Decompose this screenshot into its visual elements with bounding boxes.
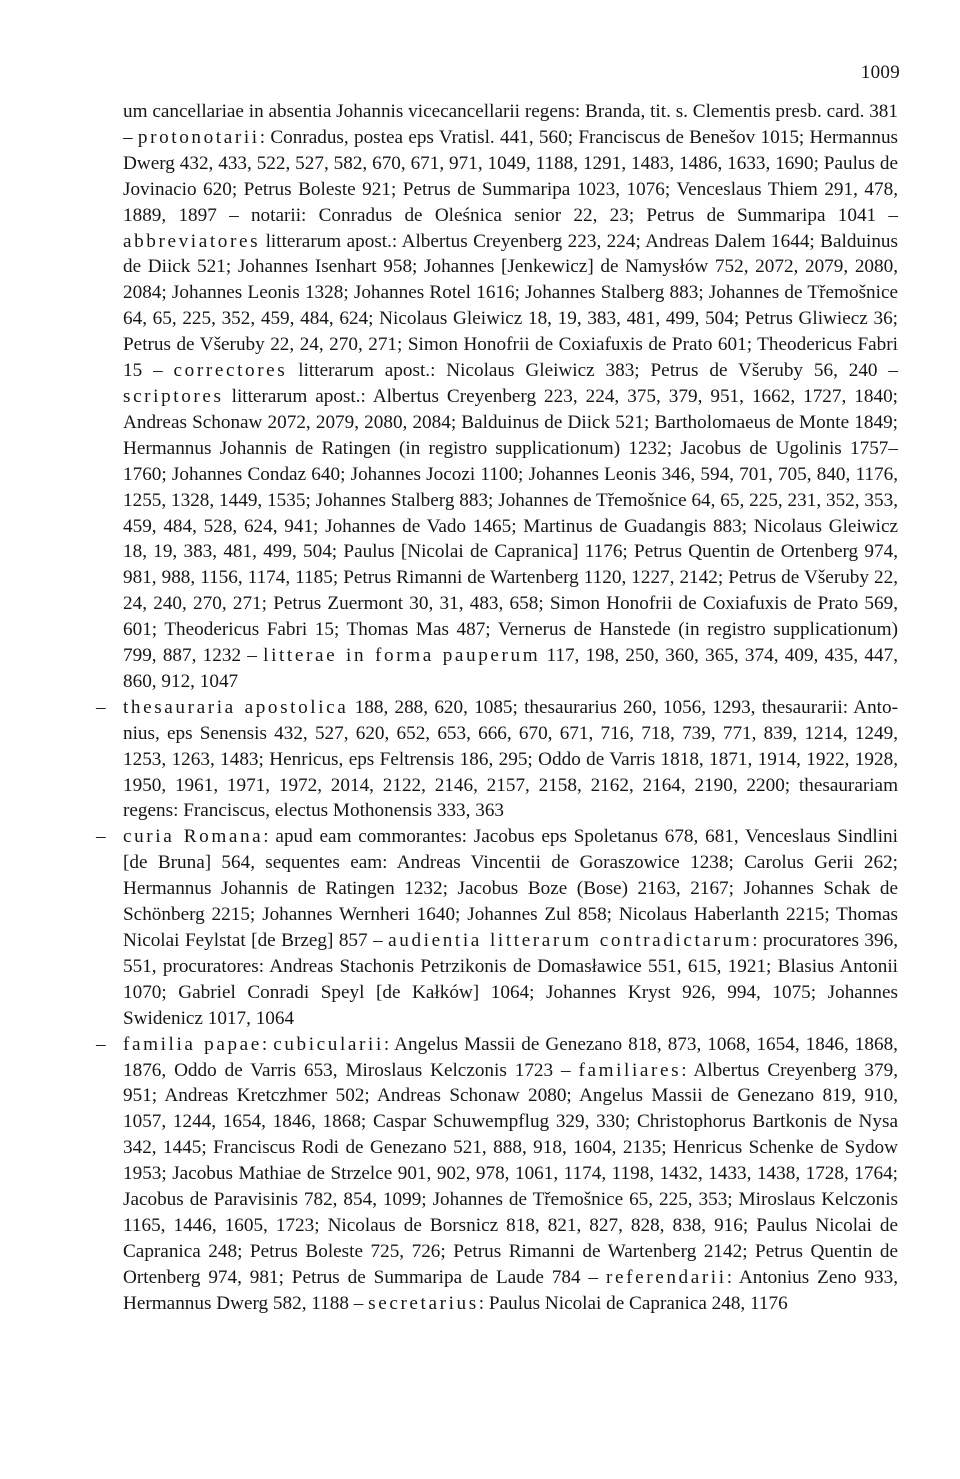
index-text: : apud eam commorantes: Jacobus eps Spoletanus 678, 681, Venceslaus Sindlini [de Bruna] 564, sequentes eam: Andreas Vincentii de Goraszowice 1238; Carolus Gerii 262; Hermannus Johannis de Ratingen 1232; Jacobus Boze (Bose) 2163, 2167; Johannes Schak de Schönberg 2215; Johannes Wernheri 1640; Johannes Zul 858; Nicolaus Haberlanth 2215; Thomas Nicolai Feylstat [de Brzeg] 857 – <box>123 826 898 951</box>
index-text: litterarum apost.: Albertus Creyenberg 223, 224; Andreas Dalem 1644; Balduinus de Diick 521; Johannes Isenhart 958; Johannes [Jenkewicz] de Namysłów 752, 2072, 2079, 2080, 2084; Johannes Leonis 1328; Johannes Rotel 1616; Johannes Stalberg 883; Johannes de Třemošnice 64, 65, 225, 352, 459, 484, 624; Nicolaus Gleiwicz 18, 19, 383, 481, 499, 504; Petrus Gliwiecz 36; Petrus de Všeruby 22, 24, 270, 271; Simon Honofrii de Coxiafuxis de Prato 601; Theodericus Fabri 15 – <box>123 230 898 382</box>
index-heading-term: cubicularii <box>273 1033 384 1055</box>
index-heading-term: curia Romana <box>123 826 264 848</box>
index-heading-term: familia papae <box>123 1033 262 1055</box>
index-heading-term: audientia litterarum contradictarum <box>388 930 753 951</box>
index-heading-term: secretarius <box>368 1292 479 1314</box>
index-text: : <box>261 1033 274 1055</box>
index-heading-term: correctores <box>173 360 288 382</box>
index-text: um cancellariae in absentia Johannis vicecancellarii regens: Branda, tit. s. Clementis presb. card. 381 – <box>123 101 898 148</box>
index-heading-term: referendarii <box>606 1266 727 1288</box>
index-subentry-curia-romana <box>123 824 898 1031</box>
index-text: : Paulus Nicolai de Capranica 248, 1176 <box>478 1292 788 1314</box>
index-heading-term: familiares <box>578 1059 682 1081</box>
index-heading-term: scriptores <box>123 385 224 407</box>
index-text: : Conradus, postea eps Vratisl. 441, 560; Franciscus de Benešov 1015; Hermannus Dwerg 432, 433, 522, 527, 582, 670, 671, 971, 1049, 1188, 1291, 1483, 1486, 1633, 1690; Paulus de Jovinacio 620; Petrus Boleste 921; Petrus de Summaripa 1023, 1076; Venceslaus Thiem 291, 478, 1889, 1897 – notarii: Conradus de Oleśnica senior 22, 23; Petrus de Summaripa 1041 – <box>123 126 898 226</box>
index-heading-term: thesauraria apostolica <box>123 696 349 718</box>
index-text: litterarum apost.: Nicolaus Gleiwicz 383; Petrus de Všeruby 56, 240 – <box>287 360 898 382</box>
index-body <box>123 99 898 1317</box>
index-text: litterarum apost.: Albertus Creyenberg 223, 224, 375, 379, 951, 1662, 1727, 1840; Andreas Schonaw 2072, 2079, 2080, 2084; Balduinus de Diick 521; Bartholomaeus de Monte 1849; Hermannus Johannis de Ratingen (in registro supplicationum) 1232; Jacobus de Ugolinis 1757–1760; Johannes Condaz 640; Johannes Jocozi 1100; Johannes Leonis 346, 594, 701, 705, 840, 1176, 1255, 1328, 1449, 1535; Johannes Stalberg 883; Johannes de Třemošnice 64, 65, 225, 231, 352, 353, 459, 484, 528, 624, 941; Johannes de Vado 1465; Martinus de Guadangis 883; Nicolaus Gleiwicz 18, 19, 383, 481, 499, 504; Paulus [Nicolai de Capranica] 1176; Petrus Quentin de Ortenberg 974, 981, 988, 1156, 1174, 1185; Petrus Rimanni de Wartenberg 1120, 1227, 2142; Petrus de Všeruby 22, 24, 240, 270, 271; Petrus Zuermont 30, 31, 483, 658; Simon Honofrii de Coxiafuxis de Prato 569, 601; Theodericus Fabri 15; Thomas Mas 487; Vernerus de Hanstede (in registro supplicationum) 799, 887, 1232 – <box>123 385 898 667</box>
index-heading-term: protonotarii <box>137 126 260 148</box>
index-text: : procuratores 396, 551, procuratores: Andreas Stachonis Petrzikonis de Domasławice 551, 615, 1921; Blasius Antonii 1070; Gabriel Conradi Speyl [de Kałków] 1064; Johannes Kryst 926, 994, 1075; Johannes Swidenicz 1017, 1064 <box>123 930 898 1029</box>
index-heading-term: abbreviatores <box>123 230 261 252</box>
index-text: 117, 198, 250, 360, 365, 374, 409, 435, 447, 860, 912, 1047 <box>123 645 899 692</box>
index-text: : Angelus Massii de Genezano 818, 873, 1068, 1654, 1846, 1868, 1876, Oddo de Varris 653, Miroslaus Kelczonis 1723 – <box>123 1033 898 1081</box>
index-text: : Albertus Creyenberg 379, 951; Andreas Kretczhmer 502; Andreas Schonaw 2080; Angelus Massii de Genezano 819, 910, 1057, 1244, 1654, 1846, 1868; Caspar Schuwempflug 329, 330; Christophorus Bartkonis de Nysa 342, 1445; Franciscus Rodi de Genezano 521, 888, 918, 1604, 2135; Henricus Schenke de Sydow 1953; Jacobus Mathiae de Strzelce 901, 902, 978, 1061, 1174, 1198, 1432, 1433, 1438, 1728, 1764; Jacobus de Paravisinis 782, 854, 1099; Johannes de Třemošnice 65, 225, 353; Miroslaus Kelczonis 1165, 1446, 1605, 1723; Nicolaus de Borsnicz 818, 821, 827, 828, 838, 916; Paulus Nicolai de Capranica 248; Petrus Boleste 725, 726; Petrus Rimanni de Wartenberg 2142; Petrus Quentin de Ortenberg 974, 981; Petrus de Summaripa de Laude 784 – <box>123 1059 898 1288</box>
index-subentry-thesauraria <box>123 695 898 825</box>
index-entry <box>123 99 898 695</box>
index-heading-term: litterae in forma pauperum <box>263 645 541 667</box>
index-text: : Antonius Zeno 933, Hermannus Dwerg 582, 1188 – <box>123 1266 898 1314</box>
page-number: 1009 <box>860 62 900 83</box>
index-subentry-familia-papae <box>123 1032 898 1317</box>
index-text: 188, 288, 620, 1085; thesaurarius 260, 1056, 1293, thesaurarii: Antonius, eps Senensis 432, 527, 620, 652, 653, 666, 670, 671, 716, 718, 739, 771, 839, 1214, 1249, 1253, 1263, 1483; Henricus, eps Feltrensis 186, 295; Oddo de Varris 1818, 1871, 1914, 1922, 1928, 1950, 1961, 1971, 1972, 2014, 2122, 2146, 2157, 2158, 2162, 2164, 2190, 2200; thesaurariam regens: Franciscus, electus Mothonensis 333, 363 <box>123 696 898 822</box>
